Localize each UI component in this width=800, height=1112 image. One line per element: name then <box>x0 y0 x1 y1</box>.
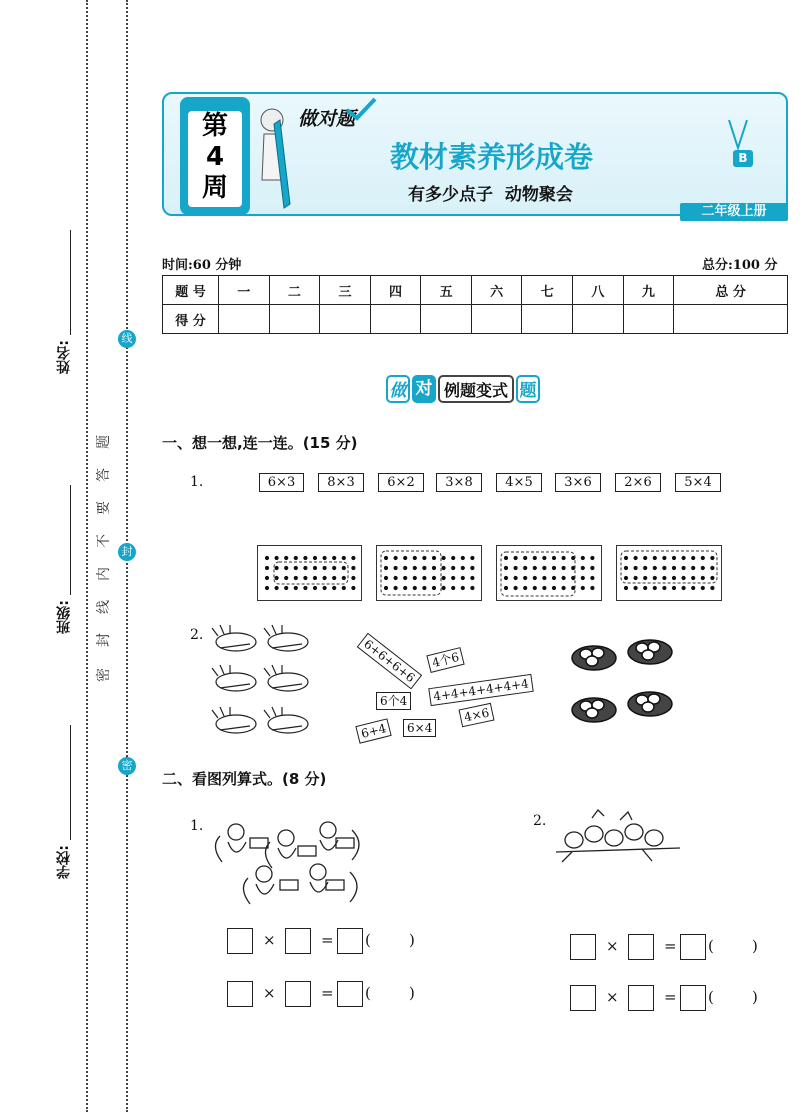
dot <box>662 586 666 590</box>
dot <box>514 566 518 570</box>
dot <box>332 556 336 560</box>
dot <box>265 566 269 570</box>
dot <box>533 566 537 570</box>
dot <box>672 586 676 590</box>
school-label: 学校: <box>56 845 72 879</box>
answer-box[interactable] <box>227 928 253 954</box>
edition-tag-string-icon <box>726 118 750 152</box>
dot <box>313 586 317 590</box>
dot <box>394 586 398 590</box>
dot <box>422 566 426 570</box>
expression-card[interactable]: 4×5 <box>496 473 542 492</box>
score-input-cell[interactable] <box>421 305 472 334</box>
dot <box>461 576 465 580</box>
dot <box>313 556 317 560</box>
dot <box>451 556 455 560</box>
dot <box>653 586 657 590</box>
dot <box>351 586 355 590</box>
seal-mark-line: 线 <box>118 330 136 348</box>
dot <box>413 566 417 570</box>
section2-title: 二、看图列算式。(8 分) <box>162 770 327 788</box>
class-field[interactable] <box>70 485 71 595</box>
dot <box>691 566 695 570</box>
week-number: 4 <box>205 142 225 172</box>
dot <box>403 576 407 580</box>
dot <box>552 566 556 570</box>
dot <box>275 556 279 560</box>
dot <box>470 566 474 570</box>
dot <box>542 566 546 570</box>
dot <box>624 566 628 570</box>
times-sign: × <box>606 988 619 1006</box>
unit-parentheses[interactable]: ( ) <box>708 988 758 1006</box>
dot <box>682 556 686 560</box>
dot <box>470 586 474 590</box>
time-limit: 时间:60 分钟 <box>162 258 242 273</box>
dot <box>284 566 288 570</box>
dot <box>653 576 657 580</box>
dot <box>590 566 594 570</box>
dot <box>265 586 269 590</box>
dot <box>552 586 556 590</box>
egg-plates-icon <box>570 636 676 730</box>
dot <box>422 556 426 560</box>
answer-box[interactable] <box>337 981 363 1007</box>
expression-card[interactable]: 3×6 <box>555 473 601 492</box>
dot <box>323 556 327 560</box>
dot <box>342 566 346 570</box>
dot <box>342 576 346 580</box>
school-field[interactable] <box>70 725 71 840</box>
dot <box>323 566 327 570</box>
dot <box>590 556 594 560</box>
dot <box>403 566 407 570</box>
answer-box[interactable] <box>227 981 253 1007</box>
dot-array-icon <box>497 546 601 600</box>
expression-tag[interactable]: 6+4 <box>355 718 392 744</box>
dot <box>542 556 546 560</box>
grade-label: 二年级上册 <box>680 203 788 221</box>
dot <box>672 566 676 570</box>
answer-box[interactable] <box>570 985 596 1011</box>
dot <box>342 586 346 590</box>
score-input-cell[interactable] <box>522 305 573 334</box>
dot <box>653 556 657 560</box>
dot <box>691 576 695 580</box>
dot <box>422 586 426 590</box>
dot-array-icon <box>377 546 481 600</box>
table-cell: 五 <box>421 276 472 305</box>
dot <box>442 576 446 580</box>
dot <box>451 576 455 580</box>
dot <box>294 566 298 570</box>
dot <box>701 576 705 580</box>
banner-title: 教材素养形成卷 <box>390 140 594 174</box>
week-clipboard <box>180 97 250 215</box>
dot <box>624 556 628 560</box>
dot <box>323 586 327 590</box>
dot <box>442 586 446 590</box>
dot <box>643 566 647 570</box>
badge-char: 对 <box>412 375 436 403</box>
dot <box>701 566 705 570</box>
dot <box>384 576 388 580</box>
expression-tag[interactable]: 6+6+6+6 <box>357 633 422 689</box>
dot-array-card[interactable] <box>616 545 722 601</box>
dot <box>523 556 527 560</box>
dot <box>422 576 426 580</box>
equals-sign: = <box>321 931 334 949</box>
dot <box>451 586 455 590</box>
dot <box>653 566 657 570</box>
dot <box>351 556 355 560</box>
dot <box>323 576 327 580</box>
dot <box>470 556 474 560</box>
dot <box>332 576 336 580</box>
badge-char: 题 <box>516 375 540 403</box>
dot <box>662 556 666 560</box>
table-cell: 七 <box>522 276 573 305</box>
dot <box>634 566 638 570</box>
dot <box>303 556 307 560</box>
dot <box>634 556 638 560</box>
dot-array-icon <box>258 546 361 600</box>
expression-tag[interactable]: 4个6 <box>426 647 465 673</box>
dot <box>533 576 537 580</box>
mascot-pencil-icon <box>250 100 296 212</box>
answer-box[interactable] <box>680 934 706 960</box>
table-cell: 一 <box>219 276 270 305</box>
dot <box>710 556 714 560</box>
dot <box>284 556 288 560</box>
answer-box[interactable] <box>680 985 706 1011</box>
table-cell: 总 分 <box>674 276 788 305</box>
answer-box[interactable] <box>570 934 596 960</box>
table-row <box>163 276 788 305</box>
dot <box>710 576 714 580</box>
dot <box>643 586 647 590</box>
dot <box>691 586 695 590</box>
score-input-cell[interactable] <box>370 305 421 334</box>
dot-array-card[interactable] <box>257 545 362 601</box>
dot <box>303 576 307 580</box>
dot <box>514 586 518 590</box>
seal-text-char: 内 <box>96 567 112 581</box>
dot <box>562 556 566 560</box>
dot <box>701 586 705 590</box>
score-input-cell[interactable] <box>623 305 674 334</box>
dot <box>384 556 388 560</box>
dot <box>461 566 465 570</box>
dot <box>394 576 398 580</box>
expression-tag[interactable]: 4×6 <box>458 703 494 728</box>
unit-parentheses[interactable]: ( ) <box>365 984 415 1002</box>
dot <box>581 576 585 580</box>
expression-card[interactable]: 6×2 <box>378 473 424 492</box>
dot <box>265 556 269 560</box>
dot <box>403 556 407 560</box>
name-label: 姓名: <box>56 340 72 374</box>
dot <box>682 576 686 580</box>
dot <box>701 556 705 560</box>
dot <box>413 576 417 580</box>
table-cell: 题 号 <box>163 276 219 305</box>
dot <box>303 586 307 590</box>
squirrels-baskets-icon <box>210 816 378 908</box>
dot <box>682 586 686 590</box>
dot <box>504 586 508 590</box>
seal-text-char: 不 <box>96 534 112 548</box>
dot <box>504 576 508 580</box>
dot <box>265 576 269 580</box>
q1-number: 1. <box>190 474 204 490</box>
seal-text-char: 题 <box>96 435 112 449</box>
expression-tag[interactable]: 4+4+4+4+4+4 <box>428 674 534 706</box>
dot <box>523 566 527 570</box>
dot <box>624 586 628 590</box>
dot <box>562 586 566 590</box>
times-sign: × <box>606 937 619 955</box>
dot <box>562 566 566 570</box>
expression-card[interactable]: 3×8 <box>436 473 482 492</box>
dot <box>523 586 527 590</box>
table-cell: 八 <box>573 276 624 305</box>
dot <box>284 586 288 590</box>
s2-q2-number: 2. <box>533 813 547 829</box>
dot <box>552 556 556 560</box>
dot <box>394 566 398 570</box>
score-input-cell[interactable] <box>320 305 371 334</box>
answer-box[interactable] <box>337 928 363 954</box>
dot <box>275 566 279 570</box>
dot <box>413 556 417 560</box>
dot <box>682 566 686 570</box>
birds-branch-icon <box>552 808 684 870</box>
table-cell: 六 <box>471 276 522 305</box>
score-input-cell[interactable] <box>219 305 270 334</box>
checkmark-icon <box>345 96 377 122</box>
dot <box>275 576 279 580</box>
dot <box>581 556 585 560</box>
expression-card[interactable]: 2×6 <box>615 473 661 492</box>
dot <box>672 576 676 580</box>
dot-array-icon <box>617 546 721 600</box>
dot <box>691 556 695 560</box>
score-input-cell[interactable] <box>269 305 320 334</box>
seal-mark-secret: 密 <box>118 757 136 775</box>
dot <box>533 586 537 590</box>
dot <box>461 586 465 590</box>
seal-text-char: 封 <box>96 633 112 647</box>
dot <box>294 586 298 590</box>
badge-text: 例题变式 <box>438 375 514 403</box>
dot <box>624 576 628 580</box>
score-table <box>162 275 788 334</box>
answer-box[interactable] <box>285 928 311 954</box>
dot <box>470 576 474 580</box>
expression-tag[interactable]: 6×4 <box>403 719 436 737</box>
dot <box>442 556 446 560</box>
dot <box>634 576 638 580</box>
dot <box>432 586 436 590</box>
name-field[interactable] <box>70 230 71 335</box>
dot <box>384 586 388 590</box>
dot <box>542 576 546 580</box>
total-score: 总分:100 分 <box>702 258 778 273</box>
dot <box>581 586 585 590</box>
dot <box>514 576 518 580</box>
equals-sign: = <box>664 937 677 955</box>
dot <box>403 586 407 590</box>
dot-array-card[interactable] <box>496 545 602 601</box>
table-cell: 得 分 <box>163 305 219 334</box>
dot <box>432 576 436 580</box>
table-cell: 四 <box>370 276 421 305</box>
dot <box>533 556 537 560</box>
unit-parentheses[interactable]: ( ) <box>708 937 758 955</box>
dot <box>562 576 566 580</box>
dot <box>294 576 298 580</box>
expression-card[interactable]: 8×3 <box>318 473 364 492</box>
dot <box>332 586 336 590</box>
dot <box>451 566 455 570</box>
expression-card[interactable]: 6×3 <box>259 473 304 492</box>
dot <box>275 586 279 590</box>
carrot-bundles-icon <box>210 624 315 748</box>
class-label: 班级: <box>56 600 72 634</box>
seal-text-char: 要 <box>96 501 112 515</box>
dot <box>514 556 518 560</box>
badge-char: 做 <box>386 375 410 403</box>
dot <box>384 566 388 570</box>
expression-card[interactable]: 5×4 <box>675 473 721 492</box>
dot <box>313 576 317 580</box>
dot <box>672 556 676 560</box>
score-input-cell[interactable] <box>573 305 624 334</box>
dot <box>284 576 288 580</box>
dot <box>581 566 585 570</box>
table-row <box>163 305 788 334</box>
dot <box>351 576 355 580</box>
dot <box>413 586 417 590</box>
binding-dotted-line-outer <box>86 0 88 1112</box>
q2-number: 2. <box>190 627 204 643</box>
dot <box>351 566 355 570</box>
section-badge <box>386 372 540 406</box>
dot <box>394 556 398 560</box>
expression-tag[interactable]: 6个4 <box>376 692 411 710</box>
dot <box>523 576 527 580</box>
edition-badge: B <box>733 150 753 167</box>
dot-group-outline <box>274 562 348 584</box>
equals-sign: = <box>321 984 334 1002</box>
dot <box>432 566 436 570</box>
s2-q1-number: 1. <box>190 818 204 834</box>
answer-box[interactable] <box>628 934 654 960</box>
dot <box>294 556 298 560</box>
times-sign: × <box>263 984 276 1002</box>
week-char: 第 <box>201 111 228 141</box>
dot <box>552 576 556 580</box>
dot <box>634 586 638 590</box>
dot <box>542 586 546 590</box>
answer-box[interactable] <box>628 985 654 1011</box>
dot <box>710 586 714 590</box>
table-cell: 三 <box>320 276 371 305</box>
dot <box>643 576 647 580</box>
seal-text-char: 线 <box>96 600 112 614</box>
section1-title: 一、想一想,连一连。(15 分) <box>162 434 358 452</box>
dot <box>710 566 714 570</box>
seal-mark-seal: 封 <box>118 543 136 561</box>
answer-box[interactable] <box>285 981 311 1007</box>
dot <box>643 556 647 560</box>
banner-subtitle: 有多少点子 动物聚会 <box>408 185 573 205</box>
dot <box>504 566 508 570</box>
dot <box>504 556 508 560</box>
dot <box>332 566 336 570</box>
table-cell: 二 <box>269 276 320 305</box>
table-cell: 九 <box>623 276 674 305</box>
dot <box>432 556 436 560</box>
week-char: 周 <box>201 173 228 203</box>
times-sign: × <box>263 931 276 949</box>
dot <box>313 566 317 570</box>
unit-parentheses[interactable]: ( ) <box>365 931 415 949</box>
dot <box>303 566 307 570</box>
dot <box>662 566 666 570</box>
score-input-cell[interactable] <box>674 305 788 334</box>
seal-text-char: 答 <box>96 468 112 482</box>
dot <box>342 556 346 560</box>
dot <box>662 576 666 580</box>
dot <box>461 556 465 560</box>
brand-logo: 做对题 <box>298 108 356 130</box>
dot-array-card[interactable] <box>376 545 482 601</box>
seal-text-char: 密 <box>96 668 112 682</box>
dot <box>442 566 446 570</box>
equals-sign: = <box>664 988 677 1006</box>
dot <box>590 586 594 590</box>
score-input-cell[interactable] <box>471 305 522 334</box>
dot <box>590 576 594 580</box>
